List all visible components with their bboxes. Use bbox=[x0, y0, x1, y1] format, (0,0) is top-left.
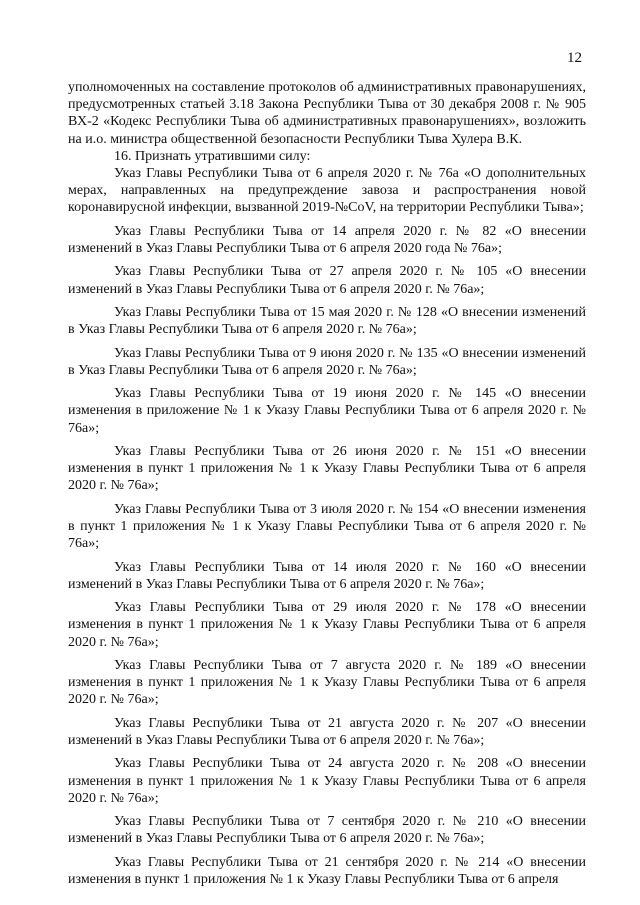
decree-item: Указ Главы Республики Тыва от 29 июля 2020 г. № 178 «О внесении изменения в пункт 1 приложения № 1 к Указу Главы Республики Тыва от 6 апреля 2020 г. № 76а»; bbox=[68, 600, 586, 650]
decree-item: Указ Главы Республики Тыва от 14 июля 2020 г. № 160 «О внесении изменений в Указ Главы Республики Тыва от 6 апреля 2020 г. № 76а»; bbox=[68, 559, 586, 592]
decree-item: Указ Главы Республики Тыва от 21 сентября 2020 г. № 214 «О внесении изменения в пункт 1 приложения № 1 к Указу Главы Республики Тыва от 6 апреля bbox=[68, 854, 586, 887]
decree-item: Указ Главы Республики Тыва от 19 июня 2020 г. № 145 «О внесении изменения в приложение № 1 к Указу Главы Республики Тыва от 6 апреля 2020 г. № 76а»; bbox=[68, 386, 586, 436]
decree-item: Указ Главы Республики Тыва от 15 мая 2020 г. № 128 «О внесении изменений в Указ Главы Республики Тыва от 6 апреля 2020 г. № 76а»; bbox=[68, 305, 586, 338]
decree-item: Указ Главы Республики Тыва от 6 апреля 2020 г. № 76а «О дополнительных мерах, направленных на предупреждение завоза и распространения новой коронавирусной инфекции, вызванной 2019-№CoV, на территории Республики Тыва»; bbox=[68, 166, 586, 216]
decree-item: Указ Главы Республики Тыва от 26 июня 2020 г. № 151 «О внесении изменения в пункт 1 приложения № 1 к Указу Главы Республики Тыва от 6 апреля 2020 г. № 76а»; bbox=[68, 443, 586, 494]
section-heading: 16. Признать утратившими силу: bbox=[114, 148, 311, 164]
decree-item: Указ Главы Республики Тыва от 3 июля 2020 г. № 154 «О внесении изменения в пункт 1 приложения № 1 к Указу Главы Республики Тыва от 6 апреля 2020 г. № 76а»; bbox=[68, 501, 586, 552]
decree-item: Указ Главы Республики Тыва от 21 августа 2020 г. № 207 «О внесении изменений в Указ Главы Республики Тыва от 6 апреля 2020 г. № 76а»; bbox=[68, 715, 586, 748]
decree-item: Указ Главы Республики Тыва от 9 июня 2020 г. № 135 «О внесении изменений в Указ Главы Республики Тыва от 6 апреля 2020 г. № 76а»; bbox=[68, 345, 586, 378]
decree-item: Указ Главы Республики Тыва от 7 сентября 2020 г. № 210 «О внесении изменений в Указ Главы Республики Тыва от 6 апреля 2020 г. № 76а»; bbox=[68, 814, 586, 847]
page-number: 12 bbox=[567, 50, 582, 66]
decree-item: Указ Главы Республики Тыва от 27 апреля 2020 г. № 105 «О внесении изменений в Указ Главы Республики Тыва от 6 апреля 2020 г. № 76а»; bbox=[68, 264, 586, 297]
decree-item: Указ Главы Республики Тыва от 7 августа 2020 г. № 189 «О внесении изменения в пункт 1 приложения № 1 к Указу Главы Республики Тыва от 6 апреля 2020 г. № 76а»; bbox=[68, 657, 586, 708]
lead-paragraph: уполномоченных на составление протоколов об административных правонарушениях, предусмотренных статьей 3.18 Закона Республики Тыва от 30 декабря 2008 г. № 905 ВХ-2 «Кодекс Республики Тыва об административных правонарушениях», возложить на и.о. министра общественной безопасности Республики Тыва Хулера В.К. bbox=[68, 80, 586, 147]
decree-item: Указ Главы Республики Тыва от 24 августа 2020 г. № 208 «О внесении изменения в пункт 1 приложения № 1 к Указу Главы Республики Тыва от 6 апреля 2020 г. № 76а»; bbox=[68, 756, 586, 806]
document-body bbox=[68, 79, 586, 894]
decree-item: Указ Главы Республики Тыва от 14 апреля 2020 г. № 82 «О внесении изменений в Указ Главы Республики Тыва от 6 апреля 2020 года № 76а»; bbox=[68, 223, 586, 257]
